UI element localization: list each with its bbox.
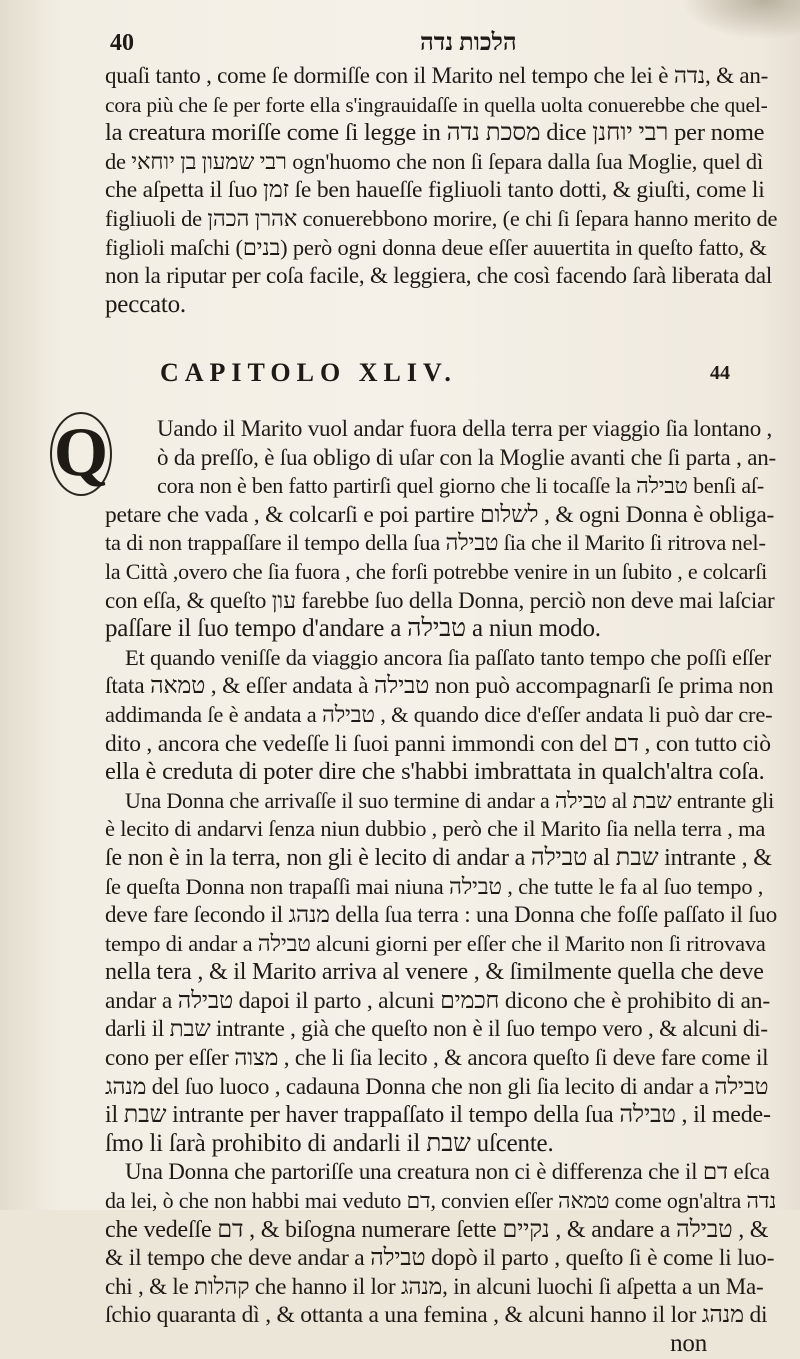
- text-line: Una Donna che arrivaſſe il suo termine di andar a טבילה al שבת entrante gli: [125, 787, 775, 813]
- text-line: cora più che ſe per forte ella s'ingrauidaſſe in quella uolta conuerebbe che quel-: [105, 92, 768, 117]
- text-line: cora non è ben fatto partirſi quel giorno che li tocaſſe la טבילה benſi aſ-: [157, 473, 764, 499]
- chapter-body: [105, 415, 777, 1359]
- top-paragraph: [105, 62, 777, 319]
- text-line: cono per eſſer מצוה , che li ſia lecito , & ancora queſto ſi deve fare come il: [105, 1045, 769, 1071]
- running-head: הלכות נדה: [420, 30, 517, 56]
- page-number: 40: [110, 30, 134, 56]
- text-line: che aſpetta il ſuo זמן ſe ben haueſſe figliuoli tanto dotti, & giuſti, come li: [105, 177, 765, 204]
- chapter-title: CAPITOLO XLIV.: [160, 358, 457, 387]
- chapter-number: 44: [710, 362, 730, 384]
- text-line: deve fare ſecondo il מנהג della ſua terra : una Donna che foſſe paſſato il ſuo: [105, 902, 777, 928]
- text-line: paſſare il ſuo tempo d'andare a טבילה a niun modo.: [105, 615, 601, 643]
- text-line: Una Donna che partoriſſe una creatura non ci è differenza che il דם eſca: [125, 1159, 770, 1185]
- text-line: ſe queſta Donna non trapaſſi mai niuna טבילה , che tutte le fa al ſuo tempo ,: [105, 873, 764, 899]
- text-line: chi , & le קהלות che hanno il lor מנהג, in alcuni luochi ſi aſpetta a un Ma-: [105, 1273, 764, 1299]
- text-line: quaſi tanto , come ſe dormiſſe con il Marito nel tempo che lei è נדה, & an-: [105, 63, 769, 88]
- page-header: [110, 30, 750, 66]
- text-line: figlioli maſchi (בנים) però ogni donna deue eſſer auuertita in queſto fatto, &: [105, 234, 767, 260]
- text-line: figliuoli de אהרן הכהן conuerebbono morire, (e chi ſi ſepara hanno merito de: [105, 205, 777, 231]
- catchword: non: [670, 1330, 707, 1357]
- text-line: il שבת intrante per haver trappaſſato il tempo della ſua טבילה , il mede-: [105, 1102, 771, 1129]
- text-line: peccato.: [105, 290, 186, 318]
- text-line: che vedeſſe דם , & biſogna numerare ſette נקיים , & andare a טבילה , &: [105, 1216, 769, 1243]
- text-line: la creatura moriſſe come ſi legge in מסכת נדה dice רבי יוחנן per nome: [105, 119, 765, 147]
- text-line: מנהג del ſuo luoco , cadauna Donna che non gli ſia lecito di andar a טבילה: [105, 1073, 769, 1099]
- chapter-heading: [160, 358, 760, 398]
- text-line: ella è creduta di poter dire che s'habbi imbrattata in qualch'altra coſa.: [105, 758, 765, 786]
- text-line: ſmo li ſarà prohibito di andarli il שבת uſcente.: [105, 1129, 554, 1157]
- text-line: ſtata טמאה , & eſſer andata à טבילה non può accompagnarſi ſe prima non: [105, 673, 774, 700]
- text-line: nella tera , & il Marito arriva al venere , & ſimilmente quella che deve: [105, 959, 764, 986]
- text-line: Et quando veniſſe da viaggio ancora ſia paſſato tanto tempo che poſſi eſſer: [125, 644, 772, 670]
- text-line: dito , ancora che vedeſſe li ſuoi panni immondi con del דם , con tutto ciò: [105, 730, 771, 757]
- text-line: ta di non trappaſſare il tempo della ſua טבילה ſia che il Marito ſi ritrova nel-: [105, 530, 766, 556]
- text-line: ſe non è in la terra, non gli è lecito di andar a טבילה al שבת intrante , &: [105, 844, 772, 871]
- text-line: addimanda ſe è andata a טבילה , & quando dice d'eſſer andata li può dar cre-: [105, 701, 773, 727]
- text-line: non la riputar per coſa facile, & leggiera, che così facendo ſarà liberata dal: [105, 263, 773, 289]
- text-line: Uando il Marito vuol andar fuora della terra per viaggio ſia lontano ,: [157, 416, 773, 441]
- text-line: & il tempo che deve andar a טבילה dopò il parto , queſto ſi è come li luo-: [105, 1245, 775, 1272]
- text-line: tempo di andar a טבילה alcuni giorni per eſſer che il Marito non ſi ritrovava: [105, 930, 766, 956]
- text-line: ſchio quaranta dì , & ottanta a una femina , & alcuni hanno il lor מנהג di: [105, 1302, 768, 1329]
- text-line: con eſſa, & queſto עון farebbe ſuo della Donna, perciò non deve mai laſciar: [105, 587, 775, 613]
- text-line: de רבי שמעון בן יוחאי ogn'huomo che non ſi ſepara dalla ſua Moglie, quel dì: [105, 148, 764, 174]
- text-line: la Città ,overo che ſia fuora , che forſi potrebbe venire in un ſubito , e colcarſi: [105, 558, 768, 584]
- text-line: da lei, ò che non habbi mai veduto דם, convien eſſer טמאה come ogn'altra נדה: [105, 1188, 777, 1214]
- text-line: andar a טבילה dapoi il parto , alcuni חכמים dicono che è prohibito di an-: [105, 987, 770, 1014]
- text-line: ò da preſſo, è ſua obligo di uſar con la Moglie avanti che ſi parta , an-: [157, 444, 776, 470]
- drop-cap: Q: [50, 412, 112, 496]
- text-line: è lecito di andarvi ſenza niun dubbio , però che il Marito ſia nella terra , ma: [105, 816, 766, 842]
- text-line: darli il שבת intrante , già che queſto non è il ſuo tempo vero , & alcuni di-: [105, 1016, 768, 1042]
- text-line: petare che vada , & colcarſi e poi partire לשלום , & ogni Donna è obliga-: [105, 501, 775, 528]
